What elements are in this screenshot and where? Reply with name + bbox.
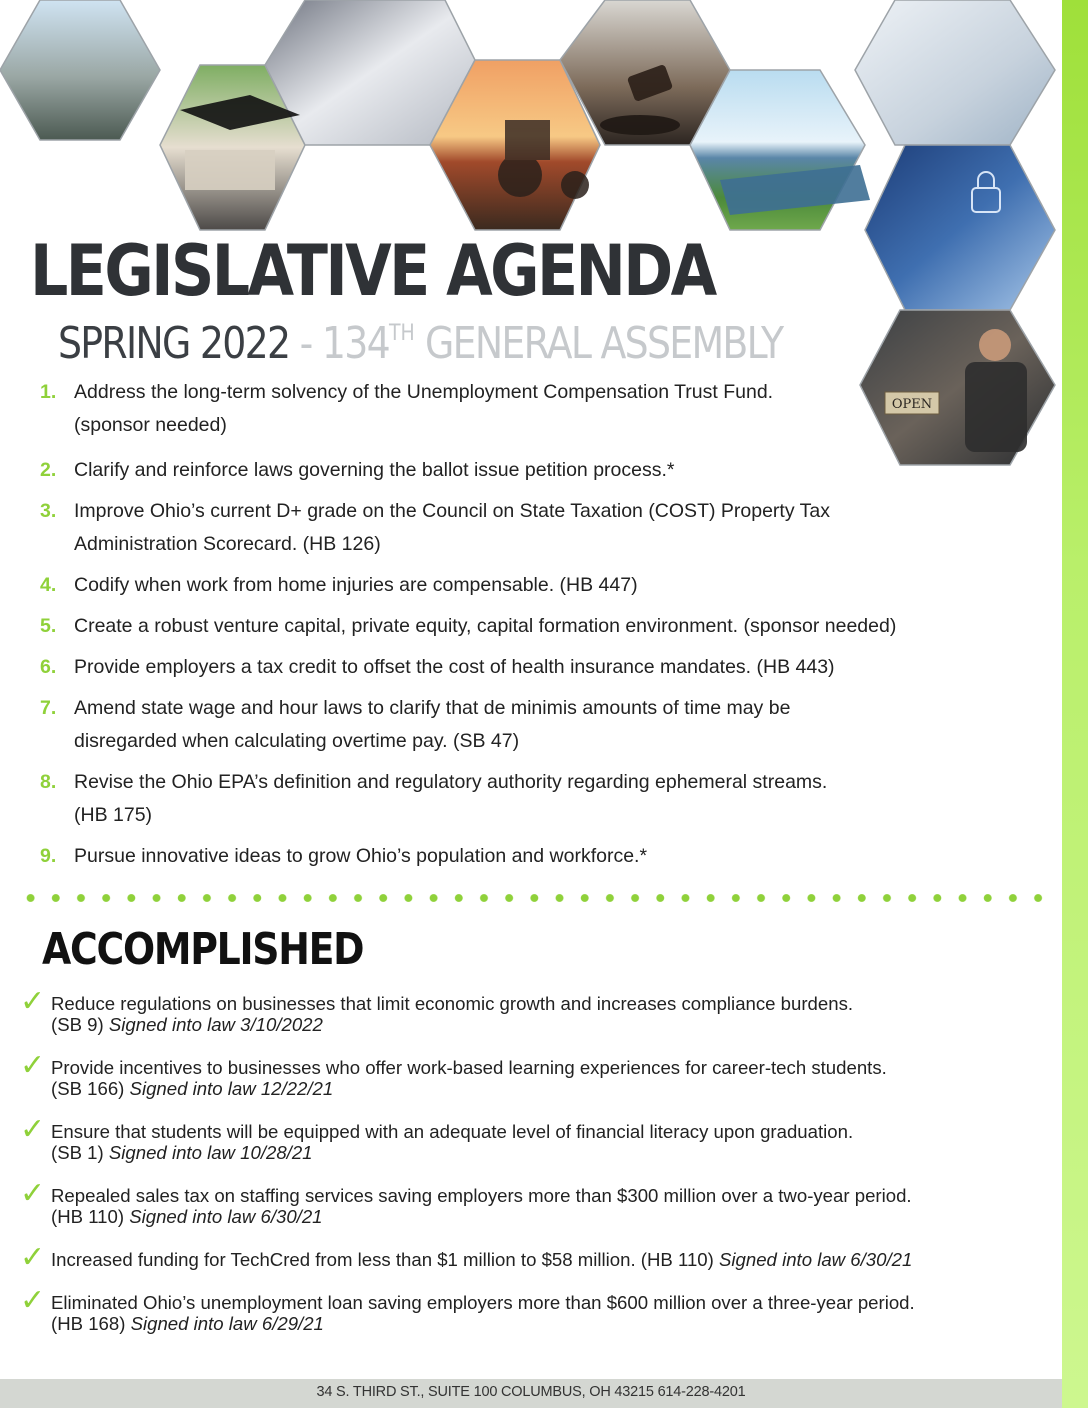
agenda-item-number: 7. [40,697,57,719]
agenda-item [40,766,1000,832]
agenda-item-text: Provide employers a tax credit to offset the cost of health insurance mandates. (HB 443) [74,656,835,678]
agenda-item [40,692,1000,758]
green-side-stripe [1062,0,1088,1408]
signed-into-law-note: Signed into law 12/22/21 [129,1078,334,1099]
accomplished-item-text: Ensure that students will be equipped with an adequate level of financial literacy upon graduation. [51,1121,854,1142]
agenda-item-text: Improve Ohio’s current D+ grade on the Council on State Taxation (COST) Property Tax [74,500,830,522]
checkmark-icon: ✓ [20,1283,46,1318]
bill-number: (SB 1) [51,1142,109,1163]
agenda-item-text: Address the long-term solvency of the Unemployment Compensation Trust Fund. [74,381,774,403]
checkmark-icon: ✓ [20,1048,46,1083]
agenda-item-number: 6. [40,656,57,678]
svg-text:OPEN: OPEN [891,397,933,412]
agenda-item-number: 1. [40,381,57,403]
doctor-xray-photo [855,0,1055,145]
agenda-item-text: Codify when work from home injuries are compensable. (HB 447) [74,574,638,596]
accomplished-item [0,1048,1060,1099]
accomplished-item [0,1112,1060,1163]
agenda-item-text: Create a robust venture capital, private equity, capital formation environment. (sponsor needed) [74,615,897,637]
bill-number: (SB 9) [51,1014,109,1035]
footer-address: 34 S. THIRD ST., SUITE 100 COLUMBUS, OH 43215 614-228-4201 [316,1384,746,1400]
signed-into-law-note: Signed into law 10/28/21 [108,1142,313,1163]
agenda-item-text: Revise the Ohio EPA’s definition and regulatory authority regarding ephemeral streams. [74,771,828,793]
subtitle-assembly-number: 134TH GENERAL ASSEMBLY [321,318,783,369]
signed-into-law-note: Signed into law 6/30/21 [129,1206,323,1227]
agenda-item [40,569,1000,602]
agenda-item-text: Clarify and reinforce laws governing the ballot issue petition process.* [74,459,675,481]
checkmark-icon: ✓ [20,1240,46,1275]
agenda-item-number: 5. [40,615,57,637]
accomplished-item [0,1176,1060,1227]
agenda-item [40,610,1000,643]
accomplished-item-text: Eliminated Ohio’s unemployment loan saving employers more than $600 million over a three-year period. [51,1292,915,1313]
agenda-item [40,495,1000,561]
checkmark-icon: ✓ [20,1112,46,1147]
agenda-item [40,376,1000,442]
footer-address-bar [0,1379,1062,1408]
accomplished-item-law-line [51,1014,1060,1035]
accomplished-item-law-line [51,1313,1060,1334]
accomplished-item-law-line [51,1206,1060,1227]
accomplished-item-text: Repealed sales tax on staffing services saving employers more than $300 million over a two-year period. [51,1185,912,1206]
agenda-list [40,376,1000,873]
signed-into-law-note: Signed into law 6/29/21 [130,1313,324,1334]
bill-number: (HB 110) [51,1206,130,1227]
agenda-item-text-continued: (sponsor needed) [74,414,227,436]
agenda-item-text: Amend state wage and hour laws to clarify that de minimis amounts of time may be [74,697,791,719]
cybersecurity-photo [865,145,1055,310]
agenda-item-number: 8. [40,771,57,793]
subtitle-season: SPRING 2022 [58,318,290,369]
accomplished-item-text: Reduce regulations on businesses that limit economic growth and increases compliance burdens. [51,993,854,1014]
workers-photo [0,0,160,140]
checkmark-icon: ✓ [20,1176,46,1211]
agenda-item-number: 4. [40,574,57,596]
page-title: LEGISLATIVE AGENDA [30,230,715,312]
agenda-item-text-continued: (HB 175) [74,804,153,826]
agenda-item-number: 3. [40,500,57,522]
accomplished-item-text: Increased funding for TechCred from less than $1 million to $58 million. (HB 110) [51,1249,719,1270]
accomplished-heading: ACCOMPLISHED [42,924,364,975]
accomplished-item [0,1240,1060,1275]
accomplished-item-text: Provide incentives to businesses who offer work-based learning experiences for career-tech students. [51,1057,887,1078]
agenda-item-number: 2. [40,459,57,481]
accomplished-list [0,985,1060,1334]
signed-into-law-note: Signed into law 6/30/21 [719,1249,913,1270]
agenda-item-text-continued: Administration Scorecard. (HB 126) [74,533,381,555]
subtitle-separator: - [289,318,322,369]
page-subtitle [58,318,783,369]
agenda-item-number: 9. [40,845,57,867]
bill-number: (HB 168) [51,1313,131,1334]
agenda-item-text: Pursue innovative ideas to grow Ohio’s population and workforce.* [74,845,648,867]
bill-number: (SB 166) [51,1078,130,1099]
agenda-item [40,454,1000,487]
agenda-item [40,651,1000,684]
accomplished-item-law-line [51,1078,1060,1099]
checkmark-icon: ✓ [20,984,46,1019]
dotted-divider [18,892,1048,904]
agenda-item [40,840,1000,873]
accomplished-item-law-line [51,1142,1060,1163]
signed-into-law-note: Signed into law 3/10/2022 [108,1014,323,1035]
accomplished-item [0,984,1060,1035]
accomplished-item [0,1283,1060,1334]
agenda-item-text-continued: disregarded when calculating overtime pay. (SB 47) [74,730,520,752]
